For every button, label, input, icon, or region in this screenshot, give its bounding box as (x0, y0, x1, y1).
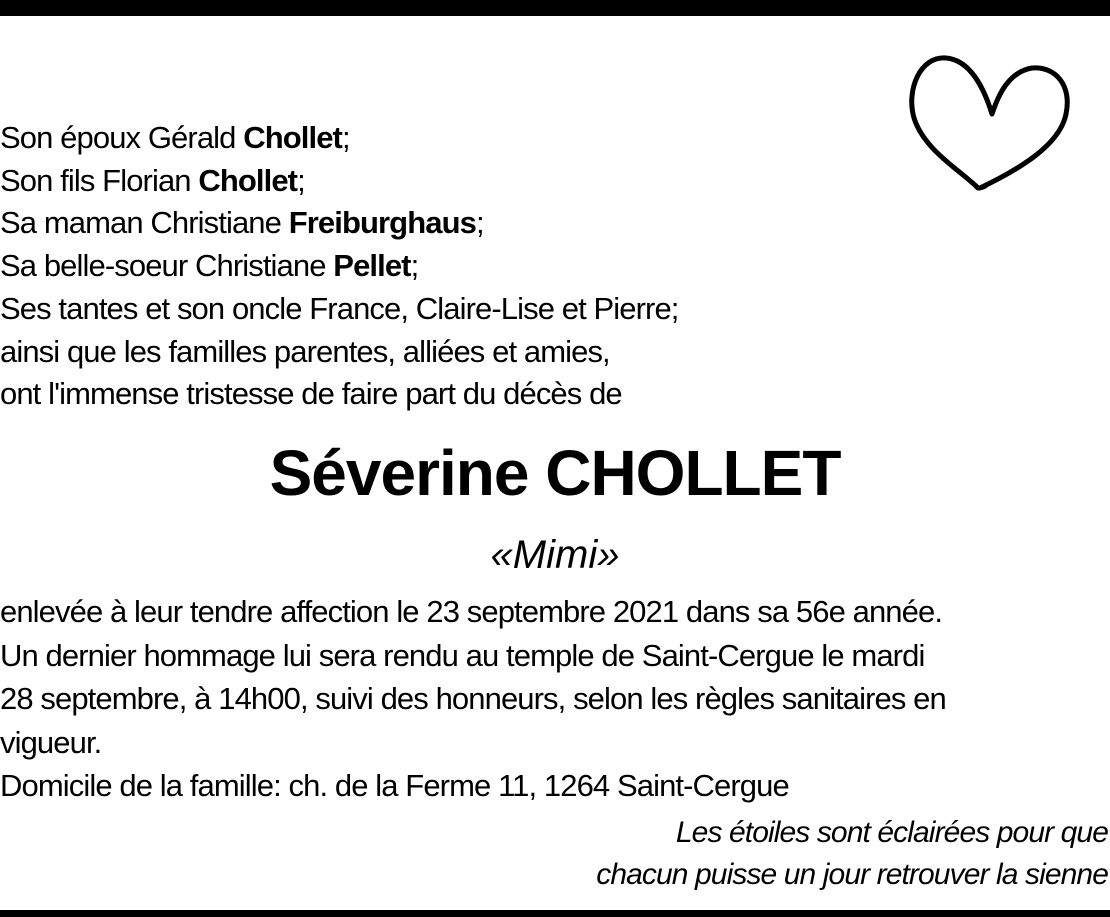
details-line: Un dernier hommage lui sera rendu au temple de Saint-Cergue le mardi (0, 637, 925, 673)
top-border-rule (0, 0, 1110, 16)
family-line (0, 245, 880, 288)
quote-line: Les étoiles sont éclairées pour que (675, 816, 1108, 849)
family-announcement (0, 117, 880, 416)
line-punctuation: ; (410, 248, 419, 284)
deceased-name: Séverine CHOLLET (269, 437, 841, 509)
bottom-border-rule (0, 910, 1110, 917)
details-line: vigueur. (0, 724, 102, 760)
closing-quote (408, 812, 1108, 896)
family-member-text: Ses tantes et son oncle France, Claire-Lise et Pierre; (0, 290, 679, 326)
heart-icon (900, 38, 1080, 198)
quote-line: chacun puisse un jour retrouver la sienne (596, 858, 1108, 891)
family-surname: Freiburghaus (288, 205, 476, 241)
family-address: Domicile de la famille: ch. de la Ferme 11, 1264 Saint-Cergue (0, 768, 789, 803)
family-member-text: ont l'immense tristesse de faire part du décès de (0, 376, 622, 412)
family-line (0, 117, 880, 160)
family-member-text: Son époux Gérald (0, 120, 244, 155)
family-surname: Pellet (333, 248, 411, 284)
family-line (0, 288, 880, 331)
family-surname: Chollet (243, 120, 342, 155)
family-member-text: Son fils Florian (0, 162, 199, 198)
deceased-nickname: «Mimi» (490, 533, 620, 577)
family-member-text: Sa belle-soeur Christiane (0, 248, 334, 284)
line-punctuation: ; (341, 120, 350, 155)
details-line: enlevée à leur tendre affection le 23 septembre 2021 dans sa 56e année. (0, 594, 943, 629)
line-punctuation: ; (475, 205, 484, 241)
funeral-details (0, 590, 1110, 808)
family-surname: Chollet (198, 162, 298, 198)
family-line (0, 373, 880, 416)
family-member-text: ainsi que les familles parentes, alliées et amies, (0, 333, 610, 369)
line-punctuation: ; (297, 162, 305, 198)
family-member-text: Sa maman Christiane (0, 205, 289, 241)
family-line (0, 202, 880, 245)
family-line (0, 160, 880, 203)
family-line (0, 331, 880, 374)
details-line: 28 septembre, à 14h00, suivi des honneurs, selon les règles sanitaires en (0, 681, 946, 716)
